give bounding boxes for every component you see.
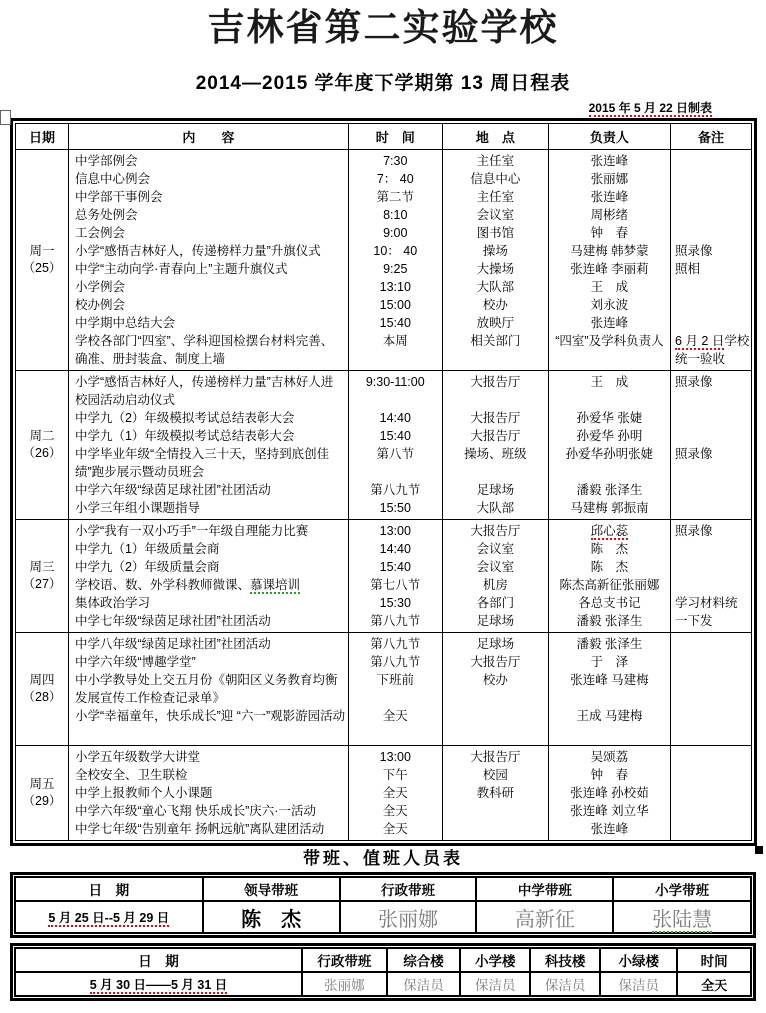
place-column xyxy=(442,520,548,633)
activity-person: 各总支书记 xyxy=(578,596,641,610)
day-row-3 xyxy=(16,520,752,633)
activity-time: 全天 xyxy=(382,822,408,836)
col-header-content: 内 容 xyxy=(68,124,348,150)
place-column xyxy=(442,371,548,520)
activity-note xyxy=(671,784,751,802)
activity-place: 大操场 xyxy=(476,262,515,276)
activity-content: 中小学教导处上交五月份《朝阳区义务教育均衡发展宣传工作检查记录单》 xyxy=(74,673,338,705)
activity-place: 操场、班级 xyxy=(464,447,527,461)
table-select-handle[interactable] xyxy=(0,110,11,125)
activity-time: 第二节 xyxy=(376,190,415,204)
duty-col-header-leader: 领导带班 xyxy=(203,877,340,901)
school-title: 吉林省第二实验学校 xyxy=(207,7,559,48)
content-column xyxy=(68,633,348,746)
activity-time: 15:40 xyxy=(379,560,411,574)
person-column xyxy=(548,520,670,633)
activity-time: 13:10 xyxy=(379,280,411,294)
activity-note xyxy=(671,278,751,296)
duty-weekend-value-row xyxy=(15,972,751,996)
activity-time: 下班前 xyxy=(376,673,415,687)
activity-content: 中学六年级“博趣学堂” xyxy=(74,655,196,669)
activity-content: 小学五年级数学大讲堂 xyxy=(74,750,200,764)
note-column xyxy=(671,150,752,371)
activity-content: 小学“感悟吉林好人，传递榜样力量”升旗仪式 xyxy=(74,244,321,258)
activity-content: 中学九（2）年级质量会商 xyxy=(74,560,220,574)
day-label xyxy=(16,371,69,520)
duty2-col-header-date: 日 期 xyxy=(15,948,302,972)
note-column xyxy=(671,371,752,520)
activity-time: 15:40 xyxy=(379,429,411,443)
activity-content: 中学九（1）年级质量会商 xyxy=(74,542,220,556)
duty-table-weekend xyxy=(10,943,756,1001)
place-column xyxy=(442,150,548,371)
duty-col-header-date: 日 期 xyxy=(15,877,203,901)
activity-time: 下午 xyxy=(382,768,408,782)
activity-time: 全天 xyxy=(382,709,408,723)
activity-note xyxy=(671,671,751,707)
activity-time: 9:30-11:00 xyxy=(365,375,425,389)
duty2-col-header-green-bldg: 小绿楼 xyxy=(600,948,677,972)
activity-place: 主任室 xyxy=(476,154,515,168)
activity-person: 张丽娜 xyxy=(590,172,629,186)
content-column xyxy=(68,746,348,841)
activity-content: 中学上报教师个人小课题 xyxy=(74,786,213,800)
duty-weekend-date: 5 月 30 日——5 月 31 日 xyxy=(15,972,302,996)
activity-note xyxy=(671,427,751,445)
day-label xyxy=(16,150,69,371)
activity-place: 校园 xyxy=(482,768,508,782)
activity-time: 15:30 xyxy=(379,596,411,610)
time-column xyxy=(348,371,442,520)
activity-note: 照录像 xyxy=(675,524,713,538)
activity-note xyxy=(671,296,751,314)
duty2-green-bldg-staff: 保洁员 xyxy=(600,972,677,996)
activity-person: 王成 马建梅 xyxy=(576,709,643,723)
col-header-date: 日期 xyxy=(16,124,69,150)
duty-admin-name: 张丽娜 xyxy=(340,901,477,933)
duty2-col-header-admin: 行政带班 xyxy=(302,948,387,972)
activity-person: 钟 春 xyxy=(590,226,629,240)
activity-time: 14:40 xyxy=(379,411,411,425)
activity-person: 马建梅 郭振南 xyxy=(570,501,649,515)
activity-time: 第八节 xyxy=(376,447,415,461)
duty2-science-bldg-staff: 保洁员 xyxy=(530,972,600,996)
duty2-col-header-science-bldg: 科技楼 xyxy=(530,948,600,972)
activity-time: 15:00 xyxy=(379,298,411,312)
activity-time: 第七八节 xyxy=(370,578,421,592)
activity-person: 潘毅 张泽生 xyxy=(576,483,643,497)
content-column xyxy=(68,520,348,633)
activity-place: 放映厅 xyxy=(476,316,515,330)
duty-table-week xyxy=(10,872,756,938)
activity-person: 张连峰 李丽莉 xyxy=(570,262,649,276)
activity-note xyxy=(671,188,751,206)
activity-person: 张连峰 xyxy=(590,316,629,330)
activity-person: 王 成 xyxy=(590,375,629,389)
activity-place: 大报告厅 xyxy=(470,411,521,425)
activity-content: 学校各部门“四室”、学科迎国检摆台材料完善、确准、册封装盒、制度上墙 xyxy=(74,334,334,366)
activity-place: 操场 xyxy=(482,244,508,258)
activity-place: 大队部 xyxy=(476,501,515,515)
duty2-admin-name: 张丽娜 xyxy=(302,972,387,996)
activity-person: 张连峰 孙校茹 xyxy=(570,786,649,800)
activity-time: 第八九节 xyxy=(370,614,421,628)
place-column xyxy=(442,746,548,841)
person-column xyxy=(548,746,670,841)
duty2-primary-bldg-staff: 保洁员 xyxy=(460,972,530,996)
activity-place: 大报告厅 xyxy=(470,429,521,443)
activity-time: 全天 xyxy=(382,786,408,800)
activity-person: 潘毅 张泽生 xyxy=(576,614,643,628)
person-column xyxy=(548,633,670,746)
activity-time: 15:40 xyxy=(379,316,411,330)
duty-col-header-middle: 中学带班 xyxy=(476,877,613,901)
activity-note xyxy=(671,499,751,517)
activity-content: 全校安全、卫生联检 xyxy=(74,768,188,782)
activity-content: 小学“感悟吉林好人，传递榜样力量”吉林好人进校园活动启动仪式 xyxy=(74,375,334,407)
dateline-text: 2015 年 5 月 22 日制表 xyxy=(588,101,712,115)
activity-place: 大报告厅 xyxy=(470,375,521,389)
activity-time: 第八九节 xyxy=(370,483,421,497)
activity-note xyxy=(671,748,751,766)
activity-content: 中学“主动向学·青春向上”主题升旗仪式 xyxy=(74,262,288,276)
activity-content: 中学期中总结大会 xyxy=(74,316,175,330)
activity-content: 小学三年组小课题指导 xyxy=(74,501,200,515)
day-number: （26） xyxy=(22,446,62,460)
table-resize-handle[interactable] xyxy=(755,846,763,854)
activity-note xyxy=(671,820,751,838)
activity-content: 中学六年级“绿茵足球社团”社团活动 xyxy=(74,483,271,497)
activity-person: 张连峰 xyxy=(590,822,629,836)
activity-person: 王 成 xyxy=(590,280,629,294)
activity-person: 孙爱华 孙明 xyxy=(576,429,643,443)
content-column xyxy=(68,150,348,371)
day-name: 周四 xyxy=(29,673,55,687)
activity-place xyxy=(443,707,548,743)
col-header-time: 时 间 xyxy=(348,124,442,150)
activity-time: 13:00 xyxy=(379,524,411,538)
activity-person: 刘永波 xyxy=(590,298,629,312)
day-row-4 xyxy=(16,633,752,746)
activity-content: 中学七年级“告别童年 扬帆远航”离队建团活动 xyxy=(74,822,325,836)
activity-person: 张连峰 马建梅 xyxy=(570,673,649,687)
activity-place: 大报告厅 xyxy=(470,524,521,538)
activity-place: 会议室 xyxy=(476,560,515,574)
day-row-5 xyxy=(16,746,752,841)
activity-place xyxy=(443,802,548,820)
activity-person: 于 泽 xyxy=(590,655,629,669)
col-header-place: 地 点 xyxy=(442,124,548,150)
note-column xyxy=(671,746,752,841)
activity-person: 陈杰高新征张丽娜 xyxy=(559,578,660,592)
activity-content: 工会例会 xyxy=(74,226,125,240)
activity-note xyxy=(671,635,751,653)
note-column xyxy=(671,520,752,633)
day-number: （27） xyxy=(22,577,62,591)
duty-weekend-header-row xyxy=(15,948,751,972)
dateline xyxy=(589,101,712,117)
activity-note xyxy=(671,224,751,242)
activity-note: 6 月 2 日学校统一验收 xyxy=(675,334,750,366)
activity-time: 13:00 xyxy=(379,750,411,764)
activity-time: 9:25 xyxy=(383,262,408,276)
activity-place: 大队部 xyxy=(476,280,515,294)
activity-place: 大报告厅 xyxy=(470,655,521,669)
activity-place: 校办 xyxy=(482,673,508,687)
person-column xyxy=(548,371,670,520)
day-label xyxy=(16,633,69,746)
duty2-col-header-time: 时间 xyxy=(677,948,751,972)
activity-note xyxy=(671,766,751,784)
time-column xyxy=(348,150,442,371)
activity-person: 周彬绪 xyxy=(590,208,629,222)
activity-person: 潘毅 张泽生 xyxy=(576,637,643,651)
activity-note: 照录像 xyxy=(675,375,713,389)
time-column xyxy=(348,746,442,841)
duty-section-heading: 带班、值班人员表 xyxy=(303,849,463,868)
activity-content: 校办例会 xyxy=(74,298,125,312)
duty-col-header-primary: 小学带班 xyxy=(613,877,751,901)
activity-person: 陈 杰 xyxy=(590,542,629,556)
duty-week-value-row xyxy=(15,901,751,933)
activity-note xyxy=(671,206,751,224)
activity-note xyxy=(671,152,751,170)
activity-place: 机房 xyxy=(482,578,508,592)
activity-person: 张连峰 xyxy=(590,190,629,204)
activity-place xyxy=(443,820,548,838)
activity-content: 中学七年级“绿茵足球社团”社团活动 xyxy=(74,614,271,628)
activity-time: 7： 40 xyxy=(376,172,414,186)
activity-person: 吴颂荔 xyxy=(590,750,629,764)
activity-note xyxy=(671,409,751,427)
activity-person: 马建梅 韩梦蒙 xyxy=(570,244,649,258)
day-label xyxy=(16,746,69,841)
activity-time: 本周 xyxy=(382,334,408,348)
activity-time: 7:30 xyxy=(383,154,408,168)
activity-content: 中学九（1）年级模拟考试总结表彰大会 xyxy=(74,429,295,443)
activity-place: 大报告厅 xyxy=(470,750,521,764)
day-name: 周五 xyxy=(29,777,55,791)
activity-place: 主任室 xyxy=(476,190,515,204)
activity-person: 孙爱华孙明张婕 xyxy=(565,447,654,461)
activity-content: 集体政治学习 xyxy=(74,596,150,610)
time-column xyxy=(348,520,442,633)
time-column xyxy=(348,633,442,746)
activity-person: 孙爱华 张婕 xyxy=(576,411,643,425)
activity-time: 14:40 xyxy=(379,542,411,556)
activity-content: 信息中心例会 xyxy=(74,172,150,186)
note-column xyxy=(671,633,752,746)
activity-person: 钟 春 xyxy=(590,768,629,782)
activity-place: 教科研 xyxy=(476,786,515,800)
activity-note xyxy=(671,802,751,820)
activity-note xyxy=(671,576,751,594)
day-number: （28） xyxy=(22,690,62,704)
activity-time: 全天 xyxy=(382,804,408,818)
col-header-person: 负责人 xyxy=(548,124,670,150)
day-label xyxy=(16,520,69,633)
activity-place: 会议室 xyxy=(476,542,515,556)
schedule-subtitle: 2014—2015 学年度下学期第 13 周日程表 xyxy=(195,73,571,94)
activity-person: 邱心蕊 xyxy=(590,524,629,538)
activity-note xyxy=(671,481,751,499)
duty2-col-header-primary-bldg: 小学楼 xyxy=(460,948,530,972)
activity-note: 照录像 xyxy=(675,244,713,258)
duty2-col-header-complex-bldg: 综合楼 xyxy=(387,948,461,972)
activity-person: “四室”及学科负责人 xyxy=(555,334,664,348)
activity-content: 中学九（2）年级模拟考试总结表彰大会 xyxy=(74,411,295,425)
col-header-note: 备注 xyxy=(671,124,752,150)
activity-content: 学校语、数、外学科教师微课、慕课培训 xyxy=(74,578,301,592)
activity-place: 图书馆 xyxy=(476,226,515,240)
activity-note xyxy=(671,558,751,576)
activity-place: 信息中心 xyxy=(470,172,521,186)
activity-time: 15:50 xyxy=(379,501,411,515)
activity-place: 足球场 xyxy=(476,483,515,497)
place-column xyxy=(442,633,548,746)
activity-person: 张连峰 刘立华 xyxy=(570,804,649,818)
activity-place: 足球场 xyxy=(476,614,515,628)
activity-content: 总务处例会 xyxy=(74,208,138,222)
day-row-1 xyxy=(16,150,752,371)
activity-note: 照相 xyxy=(675,262,701,276)
day-name: 周三 xyxy=(29,560,55,574)
activity-time: 8:10 xyxy=(383,208,408,222)
activity-place: 足球场 xyxy=(476,637,515,651)
day-number: （25） xyxy=(22,261,62,275)
duty-primary-school-name: 张陆慧 xyxy=(613,901,751,933)
duty-middle-school-name: 高新征 xyxy=(476,901,613,933)
activity-time: 第八九节 xyxy=(370,655,421,669)
activity-place: 相关部门 xyxy=(470,334,521,348)
activity-note: 照录像 xyxy=(675,447,713,461)
duty-week-date: 5 月 25 日--5 月 29 日 xyxy=(15,901,203,933)
activity-content: 中学毕业年级“全情投入三十天，坚持到底创佳绩”跑步展示暨动员班会 xyxy=(74,447,330,479)
activity-note xyxy=(671,540,751,558)
activity-content: 小学“我有一双小巧手”一年级自理能力比赛 xyxy=(74,524,309,538)
duty2-time-value: 全天 xyxy=(677,972,751,996)
schedule-header-row xyxy=(16,124,752,150)
duty-week-header-row xyxy=(15,877,751,901)
activity-time: 10： 40 xyxy=(373,244,418,258)
schedule-table xyxy=(10,118,757,846)
activity-note xyxy=(671,707,751,743)
activity-place: 各部门 xyxy=(476,596,515,610)
activity-place: 会议室 xyxy=(476,208,515,222)
activity-content: 中学六年级“童心飞翔 快乐成长”庆六·一活动 xyxy=(74,804,316,818)
day-row-2 xyxy=(16,371,752,520)
day-name: 周一 xyxy=(29,244,55,258)
activity-content: 中学部例会 xyxy=(74,154,138,168)
activity-note xyxy=(671,170,751,188)
activity-note: 学习材料统一下发 xyxy=(675,596,738,628)
activity-person: 陈 杰 xyxy=(590,560,629,574)
person-column xyxy=(548,150,670,371)
activity-place: 校办 xyxy=(482,298,508,312)
activity-content: 中学八年级“绿茵足球社团”社团活动 xyxy=(74,637,271,651)
activity-content: 中学部干事例会 xyxy=(74,190,163,204)
content-column xyxy=(68,371,348,520)
activity-content: 小学例会 xyxy=(74,280,125,294)
activity-content: 小学“幸福童年，快乐成长”迎 “六一”观影游园活动 xyxy=(74,709,346,723)
day-name: 周二 xyxy=(29,429,55,443)
activity-note xyxy=(671,314,751,332)
duty2-complex-bldg-staff: 保洁员 xyxy=(387,972,461,996)
activity-person: 张连峰 xyxy=(590,154,629,168)
activity-time: 9:00 xyxy=(383,226,408,240)
activity-note xyxy=(671,653,751,671)
duty-leader-name: 陈 杰 xyxy=(203,901,340,933)
activity-time: 第八九节 xyxy=(370,637,421,651)
day-number: （29） xyxy=(22,794,62,808)
duty-col-header-admin: 行政带班 xyxy=(340,877,477,901)
